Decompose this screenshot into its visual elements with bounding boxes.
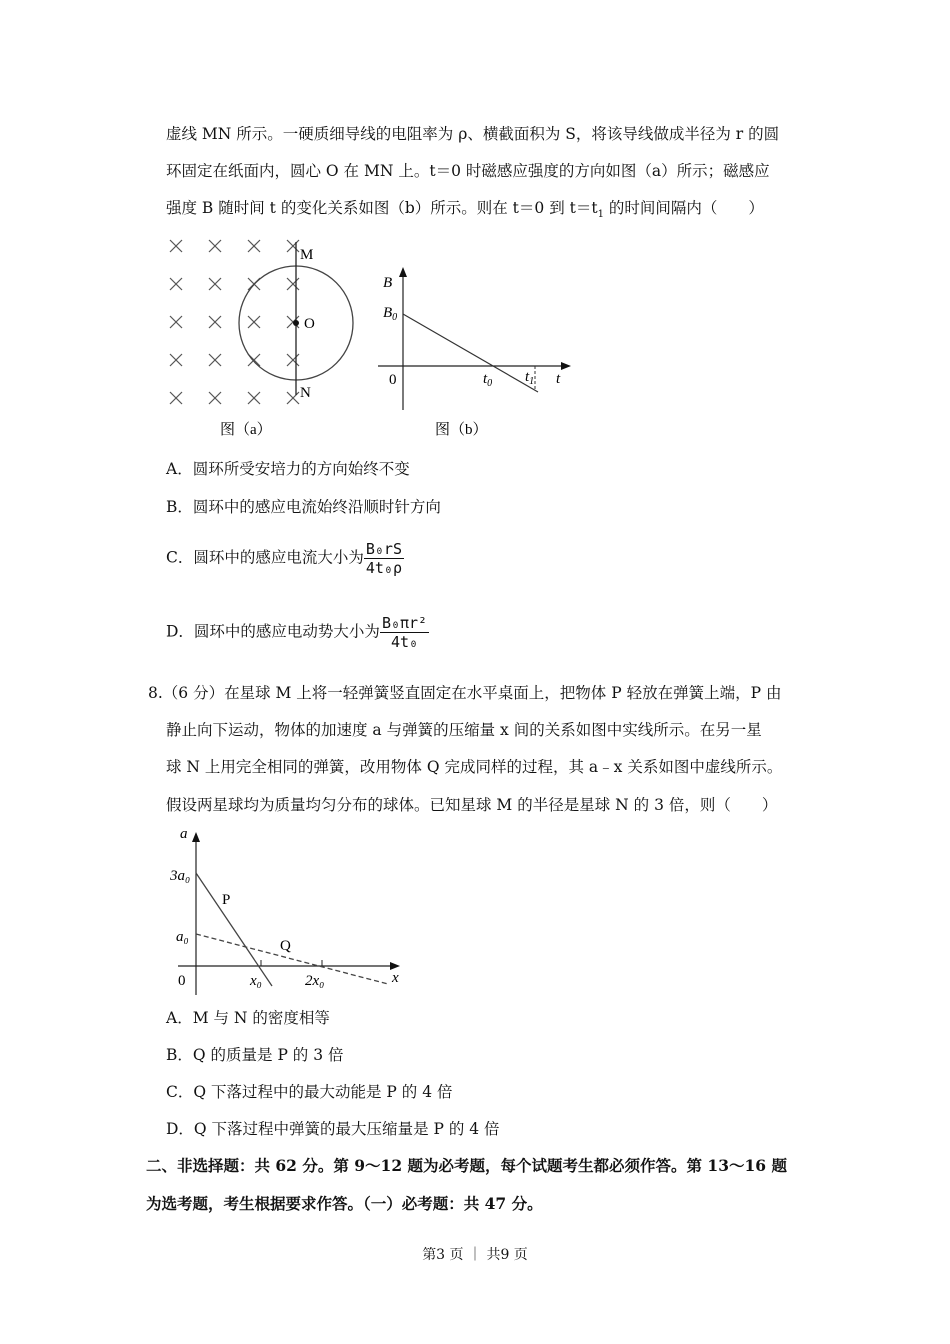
tick-t0: $t_0$ (483, 371, 493, 389)
q7-text: 的时间间隔内（ ） (603, 199, 764, 217)
label-p: P (222, 892, 231, 908)
option-d: D．Q 下落过程中弹簧的最大压缩量是 P 的 4 倍 (166, 1120, 500, 1138)
option-d (166, 614, 429, 651)
axis-label-t: t (556, 371, 561, 387)
option-c (166, 540, 404, 577)
b-line (403, 314, 538, 392)
option-a: A．圆环所受安培力的方向始终不变 (166, 460, 410, 478)
arrow-icon (561, 362, 571, 370)
q8-text-line: 球 N 上用完全相同的弹簧，改用物体 Q 完成同样的过程，其 a﹣x 关系如图中虚线所示。 (166, 758, 783, 776)
denominator: 4t₀ρ (365, 559, 402, 577)
option-c: C．Q 下落过程中的最大动能是 P 的 4 倍 (166, 1083, 453, 1101)
caption-b: 图（b） (435, 422, 488, 438)
q8-text-line: 8.（6 分）在星球 M 上将一轻弹簧竖直固定在水平桌面上，把物体 P 轻放在弹簧上端，P 由 (148, 684, 782, 702)
axis-label-b: B (383, 275, 393, 291)
tick-t1: $t_1$ (525, 369, 535, 387)
option-b: B．Q 的质量是 P 的 3 倍 (166, 1046, 344, 1064)
section-heading: 二、非选择题：共 62 分。第 9～12 题为必考题，每个试题考生都必须作答。第 13～16 题 (146, 1156, 787, 1175)
origin-label: 0 (389, 372, 397, 388)
numerator: B₀πr² (381, 614, 428, 632)
label-m: M (300, 247, 314, 263)
arrow-icon (192, 832, 200, 842)
q8-text-line: 假设两星球均为质量均匀分布的球体。已知星球 M 的半径是星球 N 的 3 倍，则（ ） (166, 796, 778, 814)
tick-x0: x₀ (250, 973, 262, 989)
q8-text-line: 静止向下运动，物体的加速度 a 与弹簧的压缩量 x 间的关系如图中实线所示。在另一星 (166, 721, 762, 739)
tick-b0: $B_0$ (383, 305, 398, 323)
section-heading: 为选考题，考生根据要求作答。（一）必考题：共 47 分。 (146, 1194, 543, 1213)
caption-a: 图（a） (220, 422, 272, 438)
figure-a (160, 230, 370, 445)
q7-text-line (166, 198, 764, 225)
numerator: B₀rS (365, 540, 402, 558)
figure-a-x-graph (160, 820, 420, 1000)
center-point (293, 320, 299, 326)
option-a: A．M 与 N 的密度相等 (166, 1009, 330, 1027)
fraction (380, 614, 429, 651)
tick-3a0: 3a₀ (170, 868, 191, 884)
origin-label: 0 (178, 973, 186, 989)
option-text: D．圆环中的感应电动势大小为 (166, 622, 380, 641)
label-q: Q (280, 938, 291, 954)
line-p (196, 873, 272, 986)
arrow-icon (399, 267, 407, 277)
tick-a0: a₀ (176, 929, 189, 945)
label-n: N (300, 385, 311, 401)
axis-label-a: a (180, 826, 188, 842)
fraction (364, 540, 404, 577)
option-b: B．圆环中的感应电流始终沿顺时针方向 (166, 498, 441, 516)
label-o: O (304, 316, 315, 332)
q7-text: 强度 B 随时间 t 的变化关系如图（b）所示。则在 t＝0 到 t＝t (166, 199, 598, 217)
q7-text-line: 虚线 MN 所示。一硬质细导线的电阻率为 ρ、横截面积为 S，将该导线做成半径为 r 的圆 (166, 125, 780, 143)
figure-b (375, 265, 575, 445)
subscript: 1 (597, 209, 604, 221)
arrow-icon (390, 962, 400, 970)
magnetic-field-crosses (170, 240, 299, 404)
option-text: C．圆环中的感应电流大小为 (166, 548, 364, 567)
page-footer: 第3 页 ｜ 共9 页 (422, 1247, 528, 1263)
denominator: 4t₀ (390, 633, 419, 651)
q7-text-line: 环固定在纸面内，圆心 O 在 MN 上。t＝0 时磁感应强度的方向如图（a）所示；磁感应 (166, 162, 770, 180)
line-q (196, 934, 388, 984)
tick-2x0: 2x₀ (305, 973, 325, 989)
axis-label-x: x (392, 970, 399, 986)
